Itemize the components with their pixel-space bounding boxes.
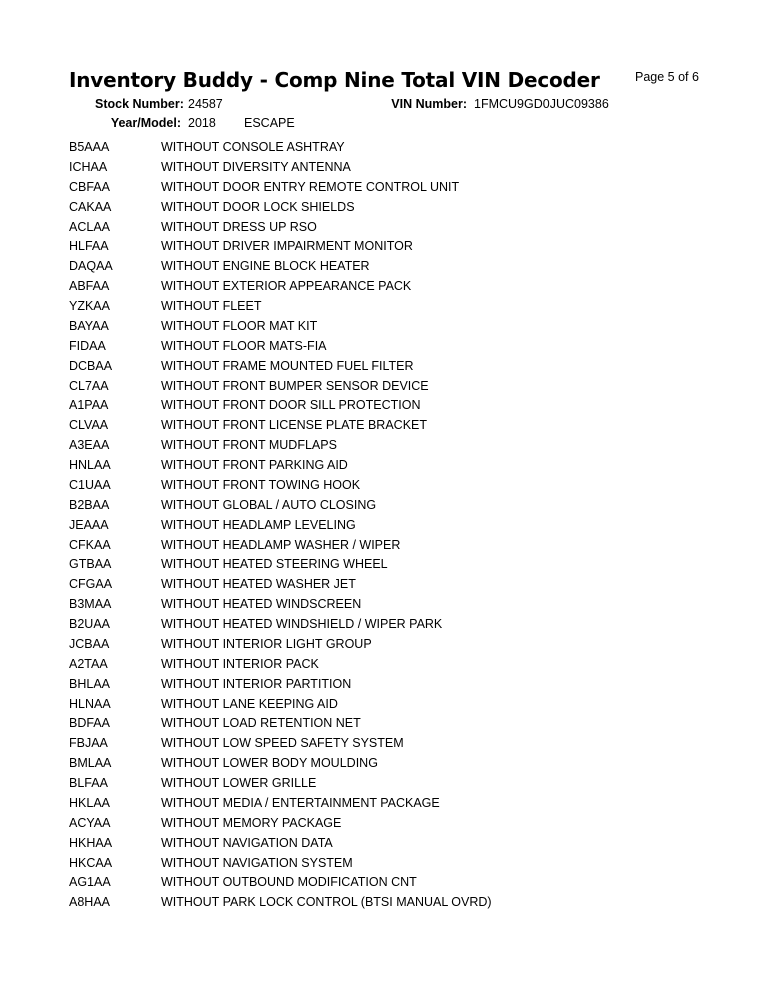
option-description: WITHOUT NAVIGATION SYSTEM [161,855,353,870]
option-code: B3MAA [69,597,112,612]
option-description: WITHOUT DIVERSITY ANTENNA [161,159,351,174]
option-code: DCBAA [69,358,113,373]
list-item [69,218,719,238]
option-description: WITHOUT HEADLAMP LEVELING [161,517,356,532]
option-code: B2UAA [69,617,110,631]
option-code: HKCAA [69,855,113,870]
option-code-list [69,138,719,913]
option-code: JEAAA [69,517,109,532]
option-description: WITHOUT FLOOR MATS-FIA [161,338,327,353]
option-code: BMLAA [69,756,112,771]
option-code: FBJAA [69,736,108,751]
option-description: WITHOUT HEATED WINDSHIELD / WIPER PARK [161,617,443,631]
option-description: WITHOUT DOOR ENTRY REMOTE CONTROL UNIT [161,179,460,194]
option-description: WITHOUT INTERIOR PARTITION [161,676,352,691]
stock-number-label: Stock Number: [95,97,184,111]
list-item [69,138,719,158]
list-item [69,893,719,913]
list-item [69,754,719,774]
list-item [69,476,719,496]
option-description: WITHOUT GLOBAL / AUTO CLOSING [161,497,377,512]
option-code: HKLAA [69,795,110,810]
option-description: WITHOUT PARK LOCK CONTROL (BTSI MANUAL OVRD) [161,895,492,910]
list-item [69,396,719,416]
list-item [69,774,719,794]
option-code: BDFAA [69,716,110,731]
option-description: WITHOUT MEMORY PACKAGE [161,815,342,830]
option-code: A2TAA [69,656,108,671]
option-description: WITHOUT LANE KEEPING AID [161,696,338,711]
option-description: WITHOUT HEATED WASHER JET [161,577,356,592]
list-item [69,337,719,357]
option-code: JCBAA [69,636,110,651]
page-number: Page 5 of 6 [635,70,699,84]
option-description: WITHOUT LOWER GRILLE [161,776,317,790]
model-value: ESCAPE [244,116,295,130]
list-item [69,555,719,575]
option-code: ACLAA [69,219,110,234]
option-description: WITHOUT FRONT PARKING AID [161,458,348,472]
option-description: WITHOUT INTERIOR PACK [161,656,319,671]
option-description: WITHOUT DOOR LOCK SHIELDS [161,199,355,214]
list-item [69,357,719,377]
list-item [69,277,719,297]
option-description: WITHOUT FRONT DOOR SILL PROTECTION [161,398,421,413]
option-code: A3EAA [69,438,110,453]
option-description: WITHOUT DRESS UP RSO [161,219,317,234]
option-code: CBFAA [69,179,110,194]
vin-number-value: 1FMCU9GD0JUC09386 [474,97,609,111]
option-description: WITHOUT LOW SPEED SAFETY SYSTEM [161,736,404,751]
option-code: FIDAA [69,338,106,353]
list-item [69,257,719,277]
option-code: A8HAA [69,895,110,910]
vin-number-label: VIN Number: [391,97,467,111]
option-code: GTBAA [69,557,112,572]
option-description: WITHOUT FLEET [161,299,262,313]
option-code: CFKAA [69,537,111,552]
option-description: WITHOUT HEATED STEERING WHEEL [161,557,388,572]
list-item [69,714,719,734]
list-item [69,198,719,218]
list-item [69,675,719,695]
option-code: ABFAA [69,279,110,294]
option-description: WITHOUT FLOOR MAT KIT [161,318,318,333]
list-item [69,516,719,536]
list-item [69,456,719,476]
option-code: ICHAA [69,159,108,174]
option-code: A1PAA [69,398,109,413]
list-item [69,595,719,615]
option-code: C1UAA [69,477,111,492]
option-description: WITHOUT MEDIA / ENTERTAINMENT PACKAGE [161,795,440,810]
option-description: WITHOUT FRONT MUDFLAPS [161,438,337,453]
option-code: B2BAA [69,497,110,512]
option-description: WITHOUT LOAD RETENTION NET [161,716,361,731]
list-item [69,734,719,754]
stock-number-value: 24587 [188,97,223,111]
option-code: CFGAA [69,577,113,592]
option-description: WITHOUT ENGINE BLOCK HEATER [161,259,370,274]
list-item [69,297,719,317]
list-item [69,635,719,655]
option-description: WITHOUT FRONT TOWING HOOK [161,477,361,492]
option-code: HLFAA [69,239,109,254]
list-item [69,854,719,874]
option-description: WITHOUT FRONT BUMPER SENSOR DEVICE [161,378,429,393]
option-code: HKHAA [69,835,113,850]
year-model-label: Year/Model: [110,116,181,130]
list-item [69,496,719,516]
option-description: WITHOUT FRAME MOUNTED FUEL FILTER [161,358,414,373]
list-item [69,575,719,595]
list-item [69,158,719,178]
list-item [69,436,719,456]
option-code: HNLAA [69,458,111,472]
list-item [69,237,719,257]
option-code: B5AAA [69,140,110,154]
option-code: BAYAA [69,318,109,333]
option-code: ACYAA [69,815,111,830]
option-description: WITHOUT CONSOLE ASHTRAY [161,140,345,154]
year-value: 2018 [188,116,216,130]
option-description: WITHOUT EXTERIOR APPEARANCE PACK [161,279,412,294]
option-code: AG1AA [69,875,111,890]
option-description: WITHOUT NAVIGATION DATA [161,835,333,850]
list-item [69,536,719,556]
list-item [69,416,719,436]
option-description: WITHOUT FRONT LICENSE PLATE BRACKET [161,418,428,433]
option-code: BLFAA [69,776,108,790]
list-item [69,317,719,337]
option-code: CAKAA [69,199,112,214]
list-item [69,794,719,814]
option-code: HLNAA [69,696,111,711]
option-code: DAQAA [69,259,113,274]
list-item [69,814,719,834]
list-item [69,178,719,198]
list-item [69,695,719,715]
option-description: WITHOUT HEATED WINDSCREEN [161,597,362,612]
option-description: WITHOUT HEADLAMP WASHER / WIPER [161,537,401,552]
list-item [69,377,719,397]
list-item [69,655,719,675]
option-description: WITHOUT DRIVER IMPAIRMENT MONITOR [161,239,413,254]
option-description: WITHOUT OUTBOUND MODIFICATION CNT [161,875,417,890]
option-description: WITHOUT LOWER BODY MOULDING [161,756,378,771]
list-item [69,615,719,635]
option-code: YZKAA [69,299,110,313]
list-item [69,834,719,854]
option-code: CL7AA [69,378,109,393]
option-code: BHLAA [69,676,110,691]
option-code: CLVAA [69,418,109,433]
option-description: WITHOUT INTERIOR LIGHT GROUP [161,636,372,651]
page-title: Inventory Buddy - Comp Nine Total VIN Decoder [69,68,600,92]
list-item [69,873,719,893]
